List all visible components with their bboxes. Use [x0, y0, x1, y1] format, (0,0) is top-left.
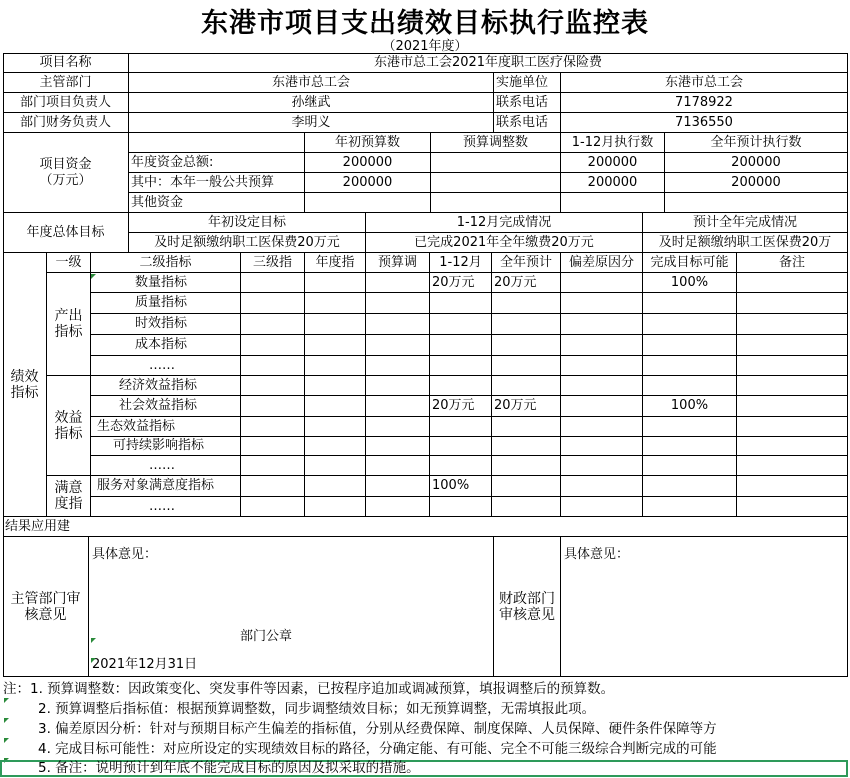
note-3: 3. 偏差原因分析：针对与预期目标产生偏差的指标值，分别从经费保障、制度保障、人员保障、硬件条件保障等方 — [38, 721, 717, 737]
label-finance-review: 财政部门 审核意见 — [494, 537, 561, 677]
indicator-cell-remark — [737, 476, 848, 497]
indicator-benefit-3: 可持续影响指标 — [91, 437, 241, 456]
indicator-cell-level3 — [241, 476, 305, 497]
indicator-cell-remark — [737, 396, 848, 417]
indicator-cell-year-forecast — [492, 437, 561, 456]
cell-marker — [91, 274, 96, 279]
indicator-cell-budget-adj — [366, 456, 430, 476]
note-2: 2. 预算调整后指标值：根据预算调整数，同步调整绩效目标；如无预算调整，无需填报此项。 — [38, 701, 596, 717]
indicator-cell-m1-12 — [430, 456, 492, 476]
indicator-cell-budget-adj — [366, 476, 430, 497]
header-forecast-completion: 预计全年完成情况 — [643, 213, 848, 233]
indicator-cell-possibility — [643, 335, 737, 356]
indicator-cell-year-forecast — [492, 497, 561, 517]
label-total-funds: 年度资金总额: — [129, 153, 305, 173]
label-result-apply: 结果应用建 — [3, 517, 848, 537]
value-initial-goal: 及时足额缴纳职工医保费20万元 — [129, 233, 366, 253]
cell-marker — [91, 638, 96, 643]
indicator-cell-m1-12 — [430, 376, 492, 396]
indicator-cell-deviation — [561, 497, 643, 517]
public-adjust — [431, 173, 561, 193]
indicator-cell-level3 — [241, 273, 305, 293]
indicator-cell-year-index — [305, 376, 366, 396]
indicator-cell-level3 — [241, 417, 305, 437]
indicator-cell-m1-12 — [430, 497, 492, 517]
label-performance: 绩效 指标 — [3, 253, 47, 517]
header-initial-budget: 年初预算数 — [305, 133, 431, 153]
indicator-cell-deviation — [561, 396, 643, 417]
indicator-cell-m1-12 — [430, 356, 492, 376]
other-exec — [561, 193, 665, 213]
sheet-subtitle: （2021年度） — [382, 38, 468, 54]
indicator-cell-year-forecast — [492, 417, 561, 437]
indicator-cell-m1-12: 20万元 — [430, 273, 492, 293]
indicator-cell-m1-12: 100% — [430, 476, 492, 497]
indicator-cell-year-forecast: 20万元 — [492, 396, 561, 417]
indicator-cell-remark — [737, 456, 848, 476]
value-impl-unit: 东港市总工会 — [561, 73, 848, 93]
indicator-cell-remark — [737, 437, 848, 456]
sheet-title: 东港市项目支出绩效目标执行监控表 — [201, 7, 649, 39]
value-forecast-completion: 及时足额缴纳职工医保费20万 — [643, 233, 848, 253]
indicator-cell-year-forecast: 20万元 — [492, 273, 561, 293]
funds-header-blank — [129, 133, 305, 153]
indicator-output-2: 时效指标 — [91, 314, 241, 335]
indicator-cell-possibility — [643, 497, 737, 517]
indicator-cell-level3 — [241, 335, 305, 356]
indicator-cell-possibility — [643, 437, 737, 456]
indicator-output-3: 成本指标 — [91, 335, 241, 356]
header-budget-adj: 预算调 — [366, 253, 430, 273]
indicator-output-1: 质量指标 — [91, 293, 241, 314]
indicator-cell-year-index — [305, 456, 366, 476]
indicator-cell-m1-12 — [430, 335, 492, 356]
indicator-cell-year-forecast — [492, 456, 561, 476]
indicator-cell-deviation — [561, 437, 643, 456]
indicator-benefit-0: 经济效益指标 — [91, 376, 241, 396]
indicator-cell-year-forecast — [492, 314, 561, 335]
header-deviation: 偏差原因分 — [561, 253, 643, 273]
indicator-cell-remark — [737, 497, 848, 517]
indicator-cell-year-index — [305, 417, 366, 437]
header-year-index: 年度指 — [305, 253, 366, 273]
label-impl-unit: 实施单位 — [494, 73, 561, 93]
label-benefit: 效益 指标 — [47, 376, 91, 476]
indicator-cell-budget-adj — [366, 497, 430, 517]
indicator-cell-possibility — [643, 476, 737, 497]
indicator-cell-year-index — [305, 293, 366, 314]
total-exec: 200000 — [561, 153, 665, 173]
note-1: 注：1. 预算调整数：因政策变化、突发事件等因素，已按程序追加或调减预算，填报调整后的预算数。 — [3, 681, 615, 697]
indicator-cell-deviation — [561, 335, 643, 356]
indicator-cell-deviation — [561, 376, 643, 396]
header-exec-1-12: 1-12月执行数 — [561, 133, 665, 153]
indicator-cell-budget-adj — [366, 356, 430, 376]
value-project-name: 东港市总工会2021年度职工医疗保险费 — [129, 53, 848, 73]
label-annual-goal: 年度总体目标 — [3, 213, 129, 253]
label-leader-phone: 联系电话 — [494, 93, 561, 113]
cell-marker — [4, 738, 9, 743]
indicator-cell-possibility: 100% — [643, 396, 737, 417]
indicator-cell-deviation — [561, 314, 643, 335]
indicator-benefit-2: 生态效益指标 — [91, 417, 241, 437]
dept-seal-label: 部门公章 — [240, 629, 293, 644]
value-dept: 东港市总工会 — [129, 73, 494, 93]
indicator-cell-m1-12 — [430, 417, 492, 437]
indicator-cell-year-index — [305, 356, 366, 376]
note-5: 5. 备注：说明预计到年底不能完成目标的原因及拟采取的措施。 — [38, 760, 420, 776]
indicator-cell-deviation — [561, 476, 643, 497]
indicator-cell-possibility — [643, 314, 737, 335]
header-possibility: 完成目标可能 — [643, 253, 737, 273]
indicator-cell-remark — [737, 293, 848, 314]
indicator-cell-remark — [737, 273, 848, 293]
label-other-funds: 其他资金 — [129, 193, 305, 213]
indicator-cell-m1-12 — [430, 314, 492, 335]
header-year-forecast: 全年预计 — [492, 253, 561, 273]
indicator-cell-remark — [737, 335, 848, 356]
value-leader-phone: 7178922 — [561, 93, 848, 113]
indicator-cell-year-index — [305, 273, 366, 293]
indicator-cell-year-index — [305, 396, 366, 417]
finance-review-box — [561, 537, 848, 677]
indicator-cell-possibility — [643, 293, 737, 314]
label-leader: 部门项目负责人 — [3, 93, 129, 113]
indicator-cell-remark — [737, 376, 848, 396]
other-adjust — [431, 193, 561, 213]
indicator-cell-deviation — [561, 417, 643, 437]
indicator-output-0: 数量指标 — [91, 273, 241, 293]
value-finance-phone: 7136550 — [561, 113, 848, 133]
indicator-cell-budget-adj — [366, 293, 430, 314]
dept-opinion-label: 具体意见： — [92, 547, 158, 562]
review-date: 2021年12月31日 — [92, 657, 198, 672]
indicator-cell-possibility: 100% — [643, 273, 737, 293]
note-4: 4. 完成目标可能性：对应所设定的实现绩效目标的路径，分确定能、有可能、完全不可能三级综合判断完成的可能 — [38, 741, 717, 757]
label-project-name: 项目名称 — [3, 53, 129, 73]
indicator-cell-m1-12: 20万元 — [430, 396, 492, 417]
indicator-cell-m1-12 — [430, 293, 492, 314]
header-completion-1-12: 1-12月完成情况 — [366, 213, 643, 233]
indicator-cell-budget-adj — [366, 335, 430, 356]
header-initial-goal: 年初设定目标 — [129, 213, 366, 233]
label-satisfaction: 满意 度指 — [47, 476, 91, 517]
indicator-cell-year-index — [305, 437, 366, 456]
label-finance-leader: 部门财务负责人 — [3, 113, 129, 133]
value-completion-1-12: 已完成2021年全年缴费20万元 — [366, 233, 643, 253]
indicator-cell-year-forecast — [492, 476, 561, 497]
indicator-cell-level3 — [241, 293, 305, 314]
cell-marker — [91, 658, 96, 663]
label-output: 产出 指标 — [47, 273, 91, 376]
indicator-cell-level3 — [241, 376, 305, 396]
other-forecast — [665, 193, 848, 213]
label-public-budget: 其中：本年一般公共预算 — [129, 173, 305, 193]
value-leader: 孙继武 — [129, 93, 494, 113]
indicator-cell-remark — [737, 356, 848, 376]
indicator-benefit-1: 社会效益指标 — [91, 396, 241, 417]
indicator-cell-level3 — [241, 356, 305, 376]
total-adjust — [431, 153, 561, 173]
total-forecast: 200000 — [665, 153, 848, 173]
indicator-cell-remark — [737, 417, 848, 437]
indicator-cell-year-index — [305, 335, 366, 356]
header-remark: 备注 — [737, 253, 848, 273]
indicator-cell-m1-12 — [430, 437, 492, 456]
indicator-cell-year-index — [305, 314, 366, 335]
indicator-cell-year-index — [305, 497, 366, 517]
public-exec: 200000 — [561, 173, 665, 193]
indicator-cell-budget-adj — [366, 396, 430, 417]
indicator-cell-year-forecast — [492, 376, 561, 396]
indicator-cell-budget-adj — [366, 437, 430, 456]
indicator-cell-level3 — [241, 456, 305, 476]
indicator-satisfaction-1: …… — [91, 497, 241, 517]
indicator-cell-deviation — [561, 356, 643, 376]
dept-review-box — [89, 537, 494, 677]
finance-opinion-label: 具体意见： — [564, 547, 630, 562]
indicator-cell-deviation — [561, 293, 643, 314]
label-dept-review: 主管部门审 核意见 — [3, 537, 89, 677]
header-1-12: 1-12月 — [430, 253, 492, 273]
label-dept: 主管部门 — [3, 73, 129, 93]
public-forecast: 200000 — [665, 173, 848, 193]
indicator-cell-possibility — [643, 356, 737, 376]
other-initial — [305, 193, 431, 213]
indicator-cell-level3 — [241, 396, 305, 417]
indicator-cell-possibility — [643, 376, 737, 396]
indicator-satisfaction-0: 服务对象满意度指标 — [91, 476, 241, 497]
value-finance-leader: 李明义 — [129, 113, 494, 133]
indicator-cell-remark — [737, 314, 848, 335]
cell-marker — [4, 718, 9, 723]
indicator-cell-level3 — [241, 437, 305, 456]
header-level3: 三级指 — [241, 253, 305, 273]
indicator-cell-year-index — [305, 476, 366, 497]
header-level2: 二级指标 — [91, 253, 241, 273]
indicator-cell-budget-adj — [366, 417, 430, 437]
public-initial: 200000 — [305, 173, 431, 193]
label-funds: 项目资金 （万元） — [3, 133, 129, 213]
indicator-cell-year-forecast — [492, 293, 561, 314]
header-forecast: 全年预计执行数 — [665, 133, 848, 153]
label-finance-phone: 联系电话 — [494, 113, 561, 133]
indicator-cell-deviation — [561, 273, 643, 293]
indicator-cell-budget-adj — [366, 273, 430, 293]
indicator-cell-deviation — [561, 456, 643, 476]
indicator-cell-possibility — [643, 417, 737, 437]
indicator-cell-level3 — [241, 314, 305, 335]
total-initial: 200000 — [305, 153, 431, 173]
indicator-cell-year-forecast — [492, 356, 561, 376]
indicator-cell-budget-adj — [366, 314, 430, 335]
indicator-benefit-4: …… — [91, 456, 241, 476]
header-budget-adjust: 预算调整数 — [431, 133, 561, 153]
indicator-cell-level3 — [241, 497, 305, 517]
indicator-cell-budget-adj — [366, 376, 430, 396]
header-level1: 一级 — [47, 253, 91, 273]
indicator-output-4: …… — [91, 356, 241, 376]
indicator-cell-possibility — [643, 456, 737, 476]
indicator-cell-year-forecast — [492, 335, 561, 356]
